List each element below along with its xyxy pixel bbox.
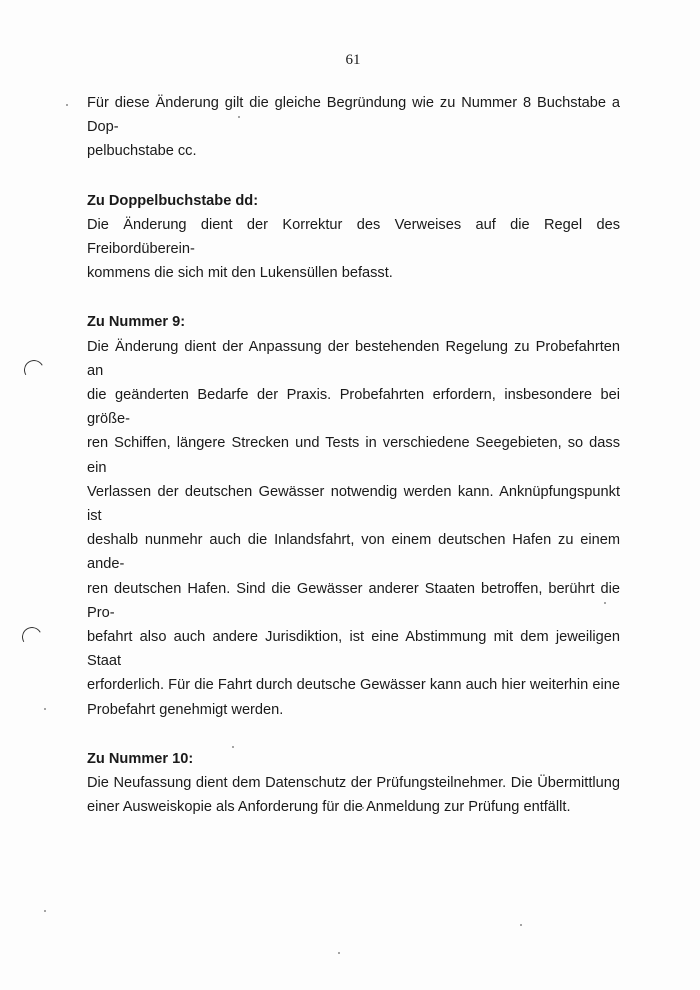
text-line: Die Änderung dient der Anpassung der bestehenden Regelung zu Probefahrten an xyxy=(87,338,620,379)
section-paragraph xyxy=(87,335,620,722)
section-heading: Zu Nummer 10: xyxy=(87,750,194,767)
text-line: befahrt also auch andere Jurisdiktion, ist eine Abstimmung mit dem jeweiligen Staat xyxy=(87,629,620,670)
text-line: Probefahrt genehmigt werden. xyxy=(87,701,284,718)
section-heading: Zu Doppelbuchstabe dd: xyxy=(87,192,259,209)
section-paragraph xyxy=(87,213,620,286)
page-number: 61 xyxy=(345,52,361,68)
scan-speck xyxy=(520,924,522,926)
punch-hole-upper xyxy=(22,358,46,382)
text-line: die geänderten Bedarfe der Praxis. Probefahrten erfordern, insbesondere bei größe- xyxy=(87,387,620,428)
section-doppelbuchstabe-dd xyxy=(87,189,620,286)
text-line: erforderlich. Für die Fahrt durch deutsche Gewässer kann auch hier weiterhin eine xyxy=(87,677,620,694)
text-line: Für diese Änderung gilt die gleiche Begründung wie zu Nummer 8 Buchstabe a Dop- xyxy=(87,95,620,136)
scan-speck xyxy=(338,952,340,954)
text-line: Die Änderung dient der Korrektur des Verweises auf die Regel des Freibordüberein- xyxy=(87,216,620,258)
text-line: pelbuchstabe cc. xyxy=(87,143,197,160)
text-line: Die Neufassung dient dem Datenschutz der Prüfungsteilnehmer. Die Übermittlung xyxy=(87,775,620,792)
text-line: ren deutschen Hafen. Sind die Gewässer anderer Staaten betroffen, berührt die Pro- xyxy=(87,580,620,621)
scan-speck xyxy=(44,708,46,710)
intro-paragraph xyxy=(87,91,620,164)
text-line: kommens die sich mit den Lukensüllen befasst. xyxy=(87,265,393,282)
punch-hole-lower xyxy=(20,625,44,649)
text-line: ren Schiffen, längere Strecken und Tests in verschiedene Seegebieten, so dass ein xyxy=(87,435,620,476)
scan-speck xyxy=(44,910,46,912)
text-line: einer Ausweiskopie als Anforderung für die Anmeldung zur Prüfung entfällt. xyxy=(87,799,571,816)
section-heading: Zu Nummer 9: xyxy=(87,314,186,331)
section-nummer-9 xyxy=(87,310,620,721)
text-line: deshalb nunmehr auch die Inlandsfahrt, von einem deutschen Hafen zu einem ande- xyxy=(87,532,620,573)
scan-speck xyxy=(66,104,68,106)
section-nummer-10 xyxy=(87,747,620,820)
section-paragraph xyxy=(87,771,620,819)
document-body xyxy=(87,91,620,819)
text-line: Verlassen der deutschen Gewässer notwendig werden kann. Anknüpfungspunkt ist xyxy=(87,483,620,525)
